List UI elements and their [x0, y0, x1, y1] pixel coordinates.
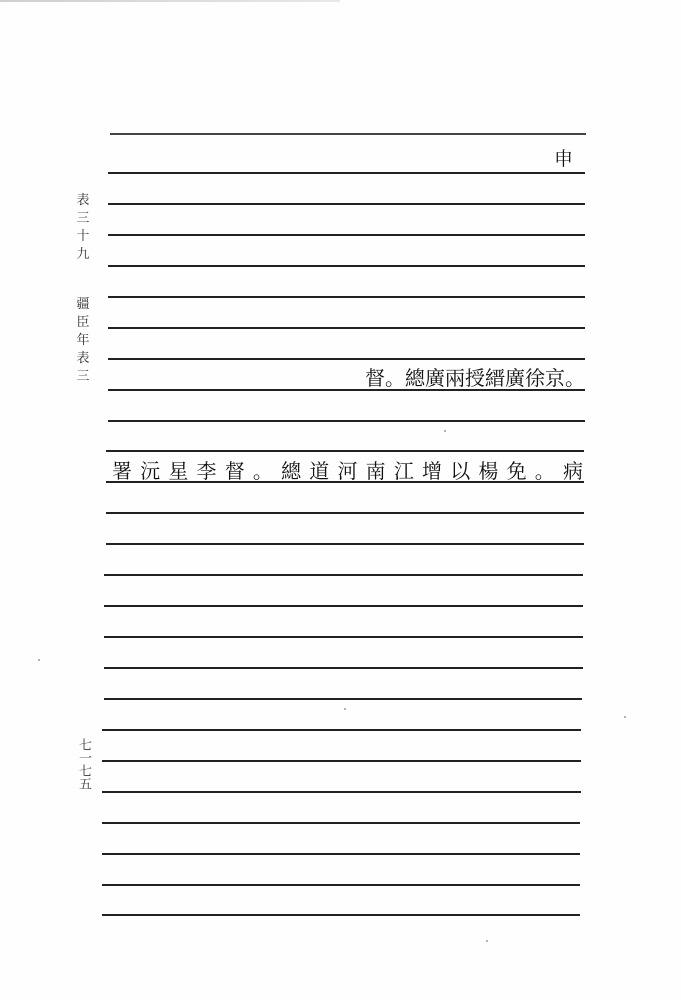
- table-row-river-governor: [112, 455, 583, 484]
- rule-line: [102, 822, 580, 824]
- running-head-char: 三: [76, 211, 90, 226]
- row-text: 署沅星李督。總道河南江增以楊免。病: [112, 459, 583, 483]
- rule-line: [106, 512, 584, 514]
- rule-line: [102, 884, 580, 886]
- rule-line: [104, 605, 583, 607]
- running-head-char: 疆: [76, 297, 90, 312]
- rule-line: [108, 203, 585, 205]
- scan-speck: [344, 708, 346, 710]
- running-head-char: 臣: [76, 315, 90, 330]
- running-head-char: 九: [76, 247, 90, 262]
- rule-line: [108, 420, 585, 422]
- rule-line: [102, 791, 581, 793]
- running-head-char: 表: [76, 193, 90, 208]
- running-head-table-title: [74, 296, 92, 386]
- rule-line: [108, 265, 585, 267]
- header-cell: 申: [553, 148, 573, 170]
- running-head-char: 十: [76, 229, 90, 244]
- scan-speck: [38, 659, 40, 661]
- rule-line: [104, 636, 583, 638]
- rule-line: [106, 450, 584, 452]
- table-row-governor-appointment: [365, 362, 585, 391]
- folio-text: 七一七五: [76, 738, 91, 790]
- rule-line: [108, 234, 585, 236]
- rule-line: [108, 296, 585, 298]
- folio: [76, 738, 90, 790]
- rule-line: [104, 698, 582, 700]
- rule-line: [108, 172, 585, 174]
- rule-line: [102, 914, 580, 916]
- rule-line: [108, 358, 585, 360]
- scan-speck: [624, 716, 626, 718]
- rule-line: [110, 133, 586, 135]
- running-head-char: 年: [76, 333, 90, 348]
- running-head-char: 表: [76, 351, 90, 366]
- rule-line: [102, 760, 581, 762]
- row-text: 督。總廣兩授縉廣徐京。: [365, 366, 585, 390]
- scan-speck: [486, 940, 488, 942]
- scan-edge: [0, 0, 340, 2]
- rule-line: [102, 729, 581, 731]
- rule-line: [104, 667, 583, 669]
- scan-speck: [444, 430, 446, 432]
- running-head-table-number: [74, 192, 92, 264]
- rule-line: [106, 543, 584, 545]
- rule-line: [104, 574, 583, 576]
- rule-line: [102, 853, 580, 855]
- rule-line: [108, 327, 585, 329]
- running-head-char: 三: [76, 369, 90, 384]
